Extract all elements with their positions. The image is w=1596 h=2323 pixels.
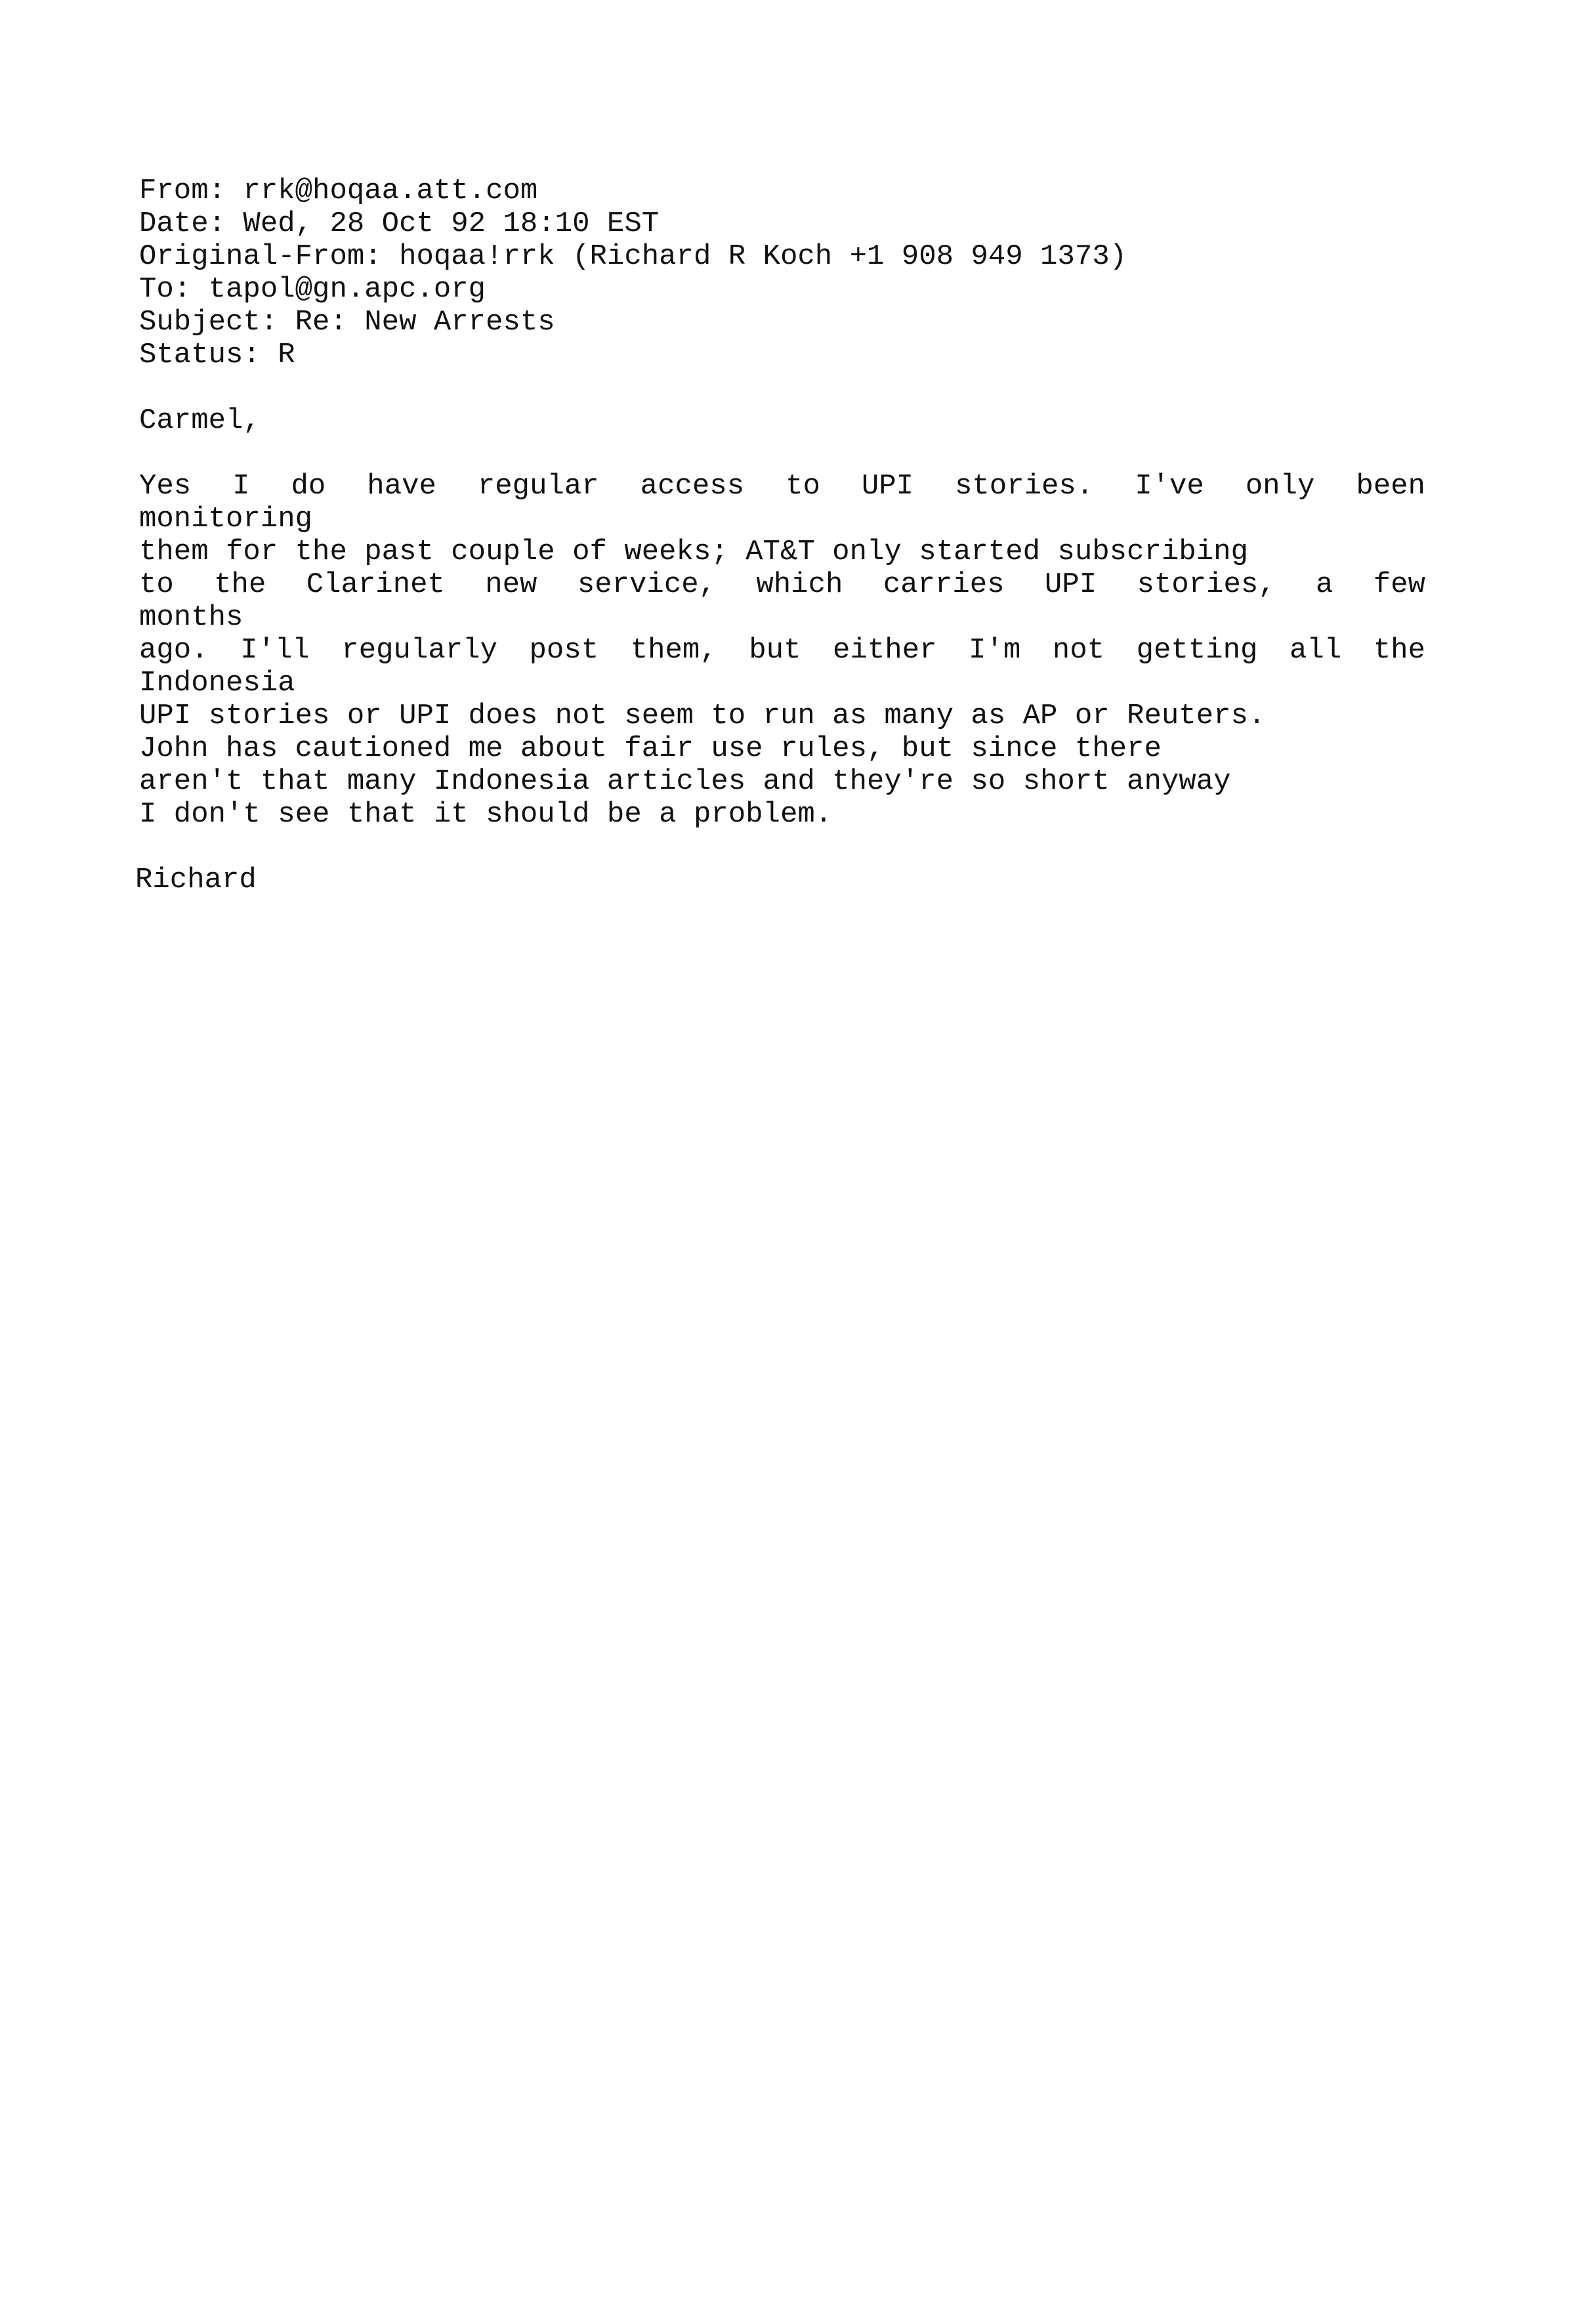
body-word: regularly <box>341 634 497 667</box>
body-word: I'll <box>240 634 310 667</box>
body-line-9: John has cautioned me about fair use rules, but since there <box>139 732 1162 765</box>
body-word: ago. <box>139 634 209 667</box>
email-body <box>139 470 1425 831</box>
body-line-6 <box>139 634 1425 667</box>
header-status: Status: R <box>139 339 295 371</box>
body-word: UPI <box>1044 568 1097 601</box>
body-line-1 <box>139 470 1425 503</box>
body-word: access <box>640 470 745 503</box>
header-date: Date: Wed, 28 Oct 92 18:10 EST <box>139 207 660 240</box>
body-word: do <box>291 470 326 503</box>
body-line-3: them for the past couple of weeks; AT&T only started subscribing <box>139 535 1248 568</box>
body-word: service, <box>577 568 717 601</box>
body-word: I <box>232 470 250 503</box>
body-word: I've <box>1135 470 1204 503</box>
body-word: not <box>1052 634 1105 667</box>
body-word: Yes <box>139 470 192 503</box>
body-word: the <box>214 568 266 601</box>
body-word: only <box>1245 470 1315 503</box>
body-word: but <box>749 634 801 667</box>
header-original-from: Original-From: hoqaa!rrk (Richard R Koch +1 908 949 1373) <box>139 240 1127 273</box>
header-to: To: tapol@gn.apc.org <box>139 273 486 306</box>
body-line-8: UPI stories or UPI does not seem to run as many as AP or Reuters. <box>139 700 1266 732</box>
body-word: carries <box>883 568 1005 601</box>
body-word: new <box>485 568 537 601</box>
body-line-2: monitoring <box>139 503 313 535</box>
body-word: stories. <box>955 470 1094 503</box>
body-word: stories, <box>1137 568 1276 601</box>
body-word: the <box>1373 634 1425 667</box>
body-line-4 <box>139 568 1425 601</box>
body-word: getting <box>1136 634 1258 667</box>
body-line-5: months <box>139 601 243 634</box>
body-word: I'm <box>969 634 1021 667</box>
body-word: Clarinet <box>306 568 445 601</box>
body-word: to <box>786 470 820 503</box>
body-word: them, <box>630 634 717 667</box>
body-line-11: I don't see that it should be a problem. <box>139 798 833 831</box>
signature: Richard <box>135 864 257 896</box>
body-word: a <box>1316 568 1334 601</box>
body-word: UPI <box>861 470 914 503</box>
body-line-10: aren't that many Indonesia articles and they're so short anyway <box>139 765 1231 798</box>
header-from: From: rrk@hoqaa.att.com <box>139 175 538 207</box>
body-line-7: Indonesia <box>139 667 295 700</box>
body-word: to <box>139 568 174 601</box>
body-word: been <box>1356 470 1425 503</box>
body-word: have <box>367 470 436 503</box>
email-header <box>139 175 1438 371</box>
body-word: post <box>529 634 599 667</box>
body-word: all <box>1289 634 1342 667</box>
body-word: which <box>756 568 843 601</box>
body-word: few <box>1373 568 1425 601</box>
header-subject: Subject: Re: New Arrests <box>139 306 555 339</box>
body-word: regular <box>477 470 599 503</box>
greeting: Carmel, <box>139 404 261 437</box>
body-word: either <box>833 634 937 667</box>
